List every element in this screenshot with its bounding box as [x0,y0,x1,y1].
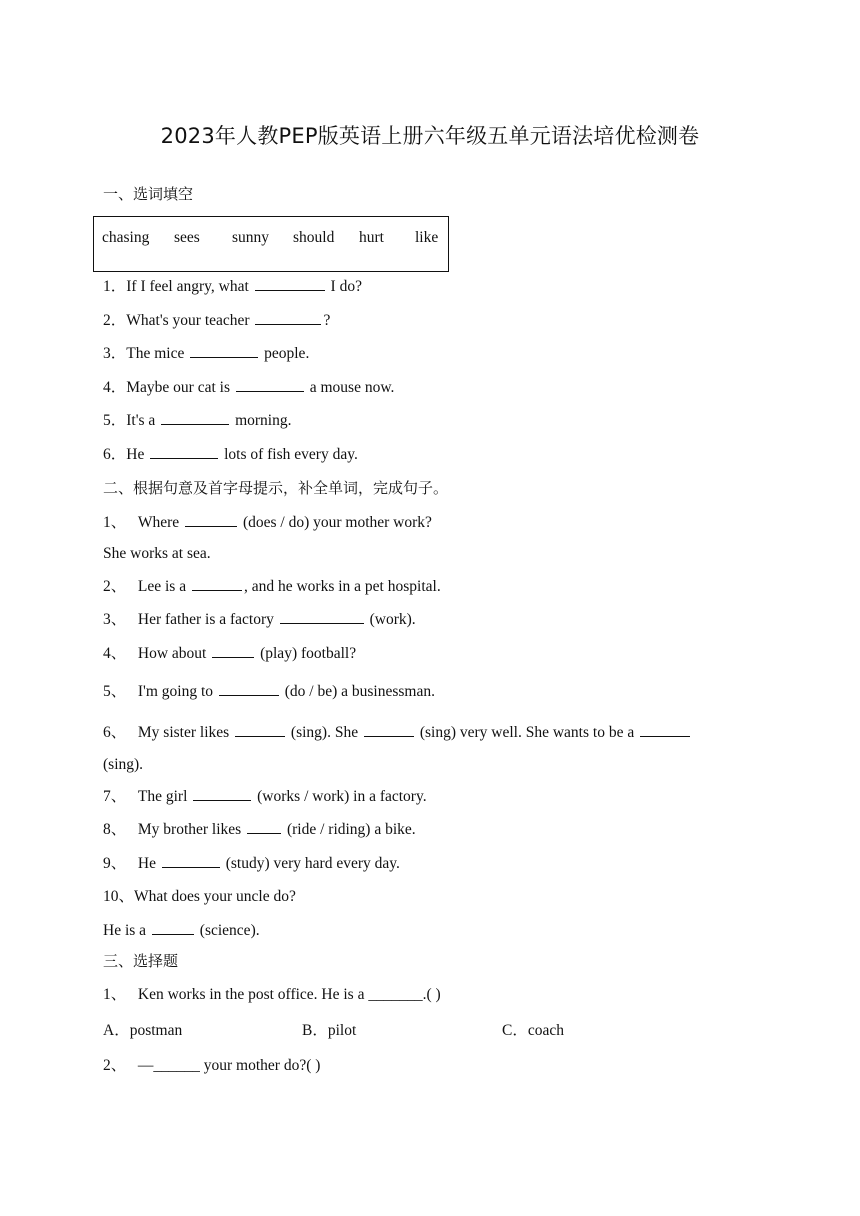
answer-line: She works at sea. [103,545,211,562]
answer-blank[interactable] [247,819,281,834]
word-bank-word: sunny [232,229,270,246]
question-continuation: (sing). [103,756,144,773]
question-line: 2、 Lee is a , and he works in a pet hospital. [103,578,441,595]
question-line: 1、 Ken works in the post office. He is a _______.( ) [103,986,441,1003]
answer-blank[interactable] [236,377,304,392]
word-bank-word: sees [174,229,200,246]
question-line: 10、What does your uncle do? [103,888,296,905]
page-title: 2023年人教PEP版英语上册六年级五单元语法培优检测卷 [160,124,700,148]
question-line: 2．What's your teacher ? [103,312,331,329]
answer-blank[interactable] [219,681,279,696]
word-bank-word: chasing [102,229,150,246]
option-b[interactable]: B．pilot [302,1022,357,1039]
question-line: 6．He lots of fish every day. [103,446,358,463]
answer-blank[interactable] [161,410,229,425]
option-a[interactable]: A．postman [103,1022,183,1039]
question-line: He is a (science). [103,922,260,939]
word-bank-word: should [293,229,335,246]
answer-blank[interactable] [185,512,237,527]
question-line: 2、 —______ your mother do?( ) [103,1057,321,1074]
question-line: 1．If I feel angry, what I do? [103,278,362,295]
question-line: 4．Maybe our cat is a mouse now. [103,379,395,396]
question-line: 3、 Her father is a factory (work). [103,611,416,628]
question-line: 3．The mice people. [103,345,310,362]
question-line: 7、 The girl (works / work) in a factory. [103,788,427,805]
answer-blank[interactable] [192,576,242,591]
answer-blank[interactable] [212,643,254,658]
answer-blank[interactable] [280,609,364,624]
question-line: 8、 My brother likes (ride / riding) a bike. [103,821,416,838]
section-2-heading: 二、根据句意及首字母提示，补全单词，完成句子。 [103,479,449,497]
question-line: 4、 How about (play) football? [103,645,357,662]
question-line: 9、 He (study) very hard every day. [103,855,400,872]
word-bank-word: hurt [359,229,384,246]
answer-blank[interactable] [640,722,690,737]
word-bank-word: like [415,229,439,246]
section-1-heading: 一、选词填空 [103,185,194,203]
answer-blank[interactable] [364,722,414,737]
answer-blank[interactable] [190,343,258,358]
answer-blank[interactable] [235,722,285,737]
section-3-heading: 三、选择题 [103,952,179,970]
answer-blank[interactable] [150,444,218,459]
option-c[interactable]: C．coach [502,1022,564,1039]
answer-blank[interactable] [255,276,325,291]
word-bank-box [93,216,449,272]
question-line: 5、 I'm going to (do / be) a businessman. [103,683,435,700]
question-line: 6、 My sister likes (sing). She (sing) very well. She wants to be a [103,722,692,743]
answer-blank[interactable] [152,920,194,935]
answer-blank[interactable] [255,310,321,325]
answer-blank[interactable] [162,853,220,868]
question-line: 1、 Where (does / do) your mother work? [103,514,432,531]
question-line: 5．It's a morning. [103,412,292,429]
answer-blank[interactable] [193,786,251,801]
